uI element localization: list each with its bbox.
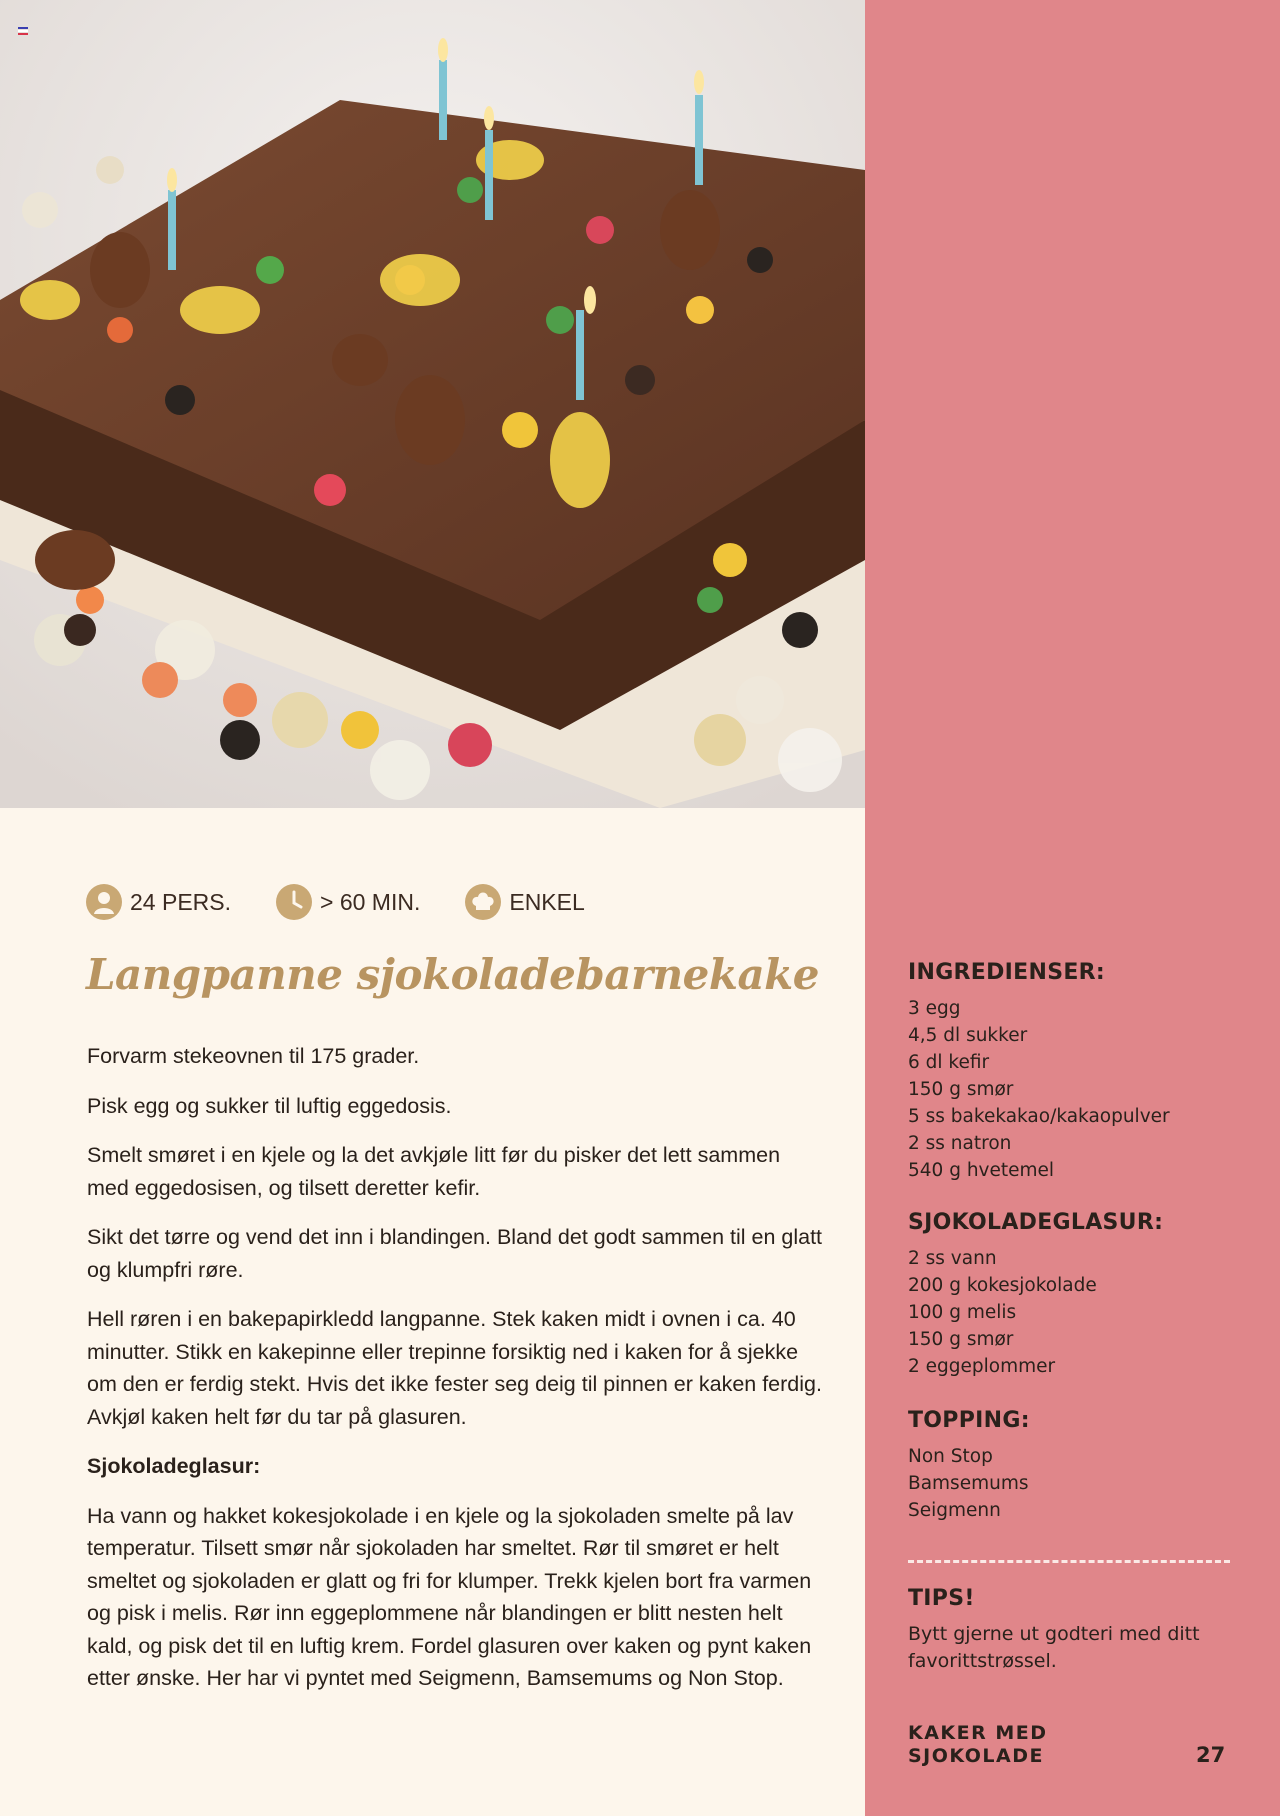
chef-hat-icon — [465, 884, 501, 920]
ingredient-item: 150 g smør — [908, 1079, 1014, 1100]
glaze-item: 150 g smør — [908, 1329, 1014, 1350]
topping-heading: TOPPING: — [908, 1408, 1030, 1433]
topping-item: Bamsemums — [908, 1473, 1029, 1494]
cake-photo — [0, 0, 865, 808]
glaze-section — [908, 1210, 1238, 1380]
difficulty-text: ENKEL — [509, 888, 585, 915]
time-text: > 60 MIN. — [320, 888, 421, 915]
ingredient-item: 5 ss bakekakao/kakaopulver — [908, 1106, 1170, 1127]
topping-list — [908, 1443, 1238, 1524]
glaze-item: 100 g melis — [908, 1302, 1017, 1323]
section-label-line: SJOKOLADE — [908, 1745, 1044, 1767]
section-label — [908, 1722, 1048, 1768]
glaze-item: 200 g kokesjokolade — [908, 1275, 1097, 1296]
ingredient-item: 2 ss natron — [908, 1133, 1012, 1154]
person-icon — [86, 884, 122, 920]
topping-item: Seigmenn — [908, 1500, 1001, 1521]
tips-heading: TIPS! — [908, 1586, 975, 1611]
ingredient-item: 540 g hvetemel — [908, 1160, 1055, 1181]
recipe-title: Langpanne sjokoladebarnekake — [86, 950, 819, 999]
step: Sikt det tørre og vend det inn i blandingen. Bland det godt sammen til en glatt og klumpfri røre. — [87, 1225, 823, 1282]
glaze-list — [908, 1245, 1238, 1380]
glaze-instructions: Ha vann og hakket kokesjokolade i en kjele og la sjokoladen smelte på lav temperatur. Tilsett smør når sjokoladen har smeltet. Rør til smøret er helt smeltet og sjokoladen er glatt og fri for klumper. Trekk kjelen bort fra varmen og pisk i melis. Rør inn eggeplommene når blandingen er blitt nesten helt kald, og pisk det til en luftig krem. Fordel glasuren over kaken og pynt kaken etter ønske. Her har vi pyntet med Seigmenn, Bamsemums og Non Stop. — [87, 1503, 812, 1690]
glaze-heading: SJOKOLADEGLASUR: — [908, 1210, 1164, 1235]
tips-section — [908, 1586, 1238, 1675]
servings — [86, 884, 231, 920]
tips-text: Bytt gjerne ut godteri med ditt favorittstrøssel. — [908, 1623, 1200, 1672]
topping-item: Non Stop — [908, 1446, 993, 1467]
ingredient-item: 4,5 dl sukker — [908, 1025, 1028, 1046]
recipe-instructions — [87, 1040, 827, 1712]
ingredient-item: 6 dl kefir — [908, 1052, 990, 1073]
step: Pisk egg og sukker til luftig eggedosis. — [87, 1093, 452, 1118]
glaze-item: 2 eggeplommer — [908, 1356, 1056, 1377]
section-label-line: KAKER MED — [908, 1722, 1048, 1744]
sidebar-panel — [865, 0, 1280, 1816]
ingredients-heading: INGREDIENSER: — [908, 960, 1106, 985]
difficulty — [465, 884, 584, 920]
ingredients-section — [908, 960, 1238, 1184]
step: Hell røren i en bakepapirkledd langpanne. Stek kaken midt i ovnen i ca. 40 minutter. Stikk en kakepinne eller trepinne forsiktig ned i kaken for å sjekke om den er ferdig stekt. Hvis det ikke fester seg deig til pinnen er kaken ferdig. Avkjøl kaken helt før du tar på glasuren. — [87, 1307, 822, 1429]
servings-text: 24 PERS. — [130, 888, 231, 915]
clock-icon — [276, 884, 312, 920]
glaze-item: 2 ss vann — [908, 1248, 997, 1269]
step: Forvarm stekeovnen til 175 grader. — [87, 1044, 420, 1068]
glaze-subheading: Sjokoladeglasur: — [87, 1454, 261, 1478]
menu-icon[interactable] — [18, 20, 28, 28]
step: Smelt smøret i en kjele og la det avkjøle litt før du pisker det lett sammen med eggedosisen, og tilsett deretter kefir. — [87, 1143, 781, 1200]
ingredient-item: 3 egg — [908, 998, 961, 1019]
recipe-meta — [86, 882, 630, 922]
page-number: 27 — [1196, 1743, 1226, 1767]
cook-time — [276, 884, 420, 920]
ingredients-list — [908, 995, 1238, 1184]
topping-section — [908, 1408, 1238, 1524]
dashed-divider — [908, 1560, 1230, 1563]
